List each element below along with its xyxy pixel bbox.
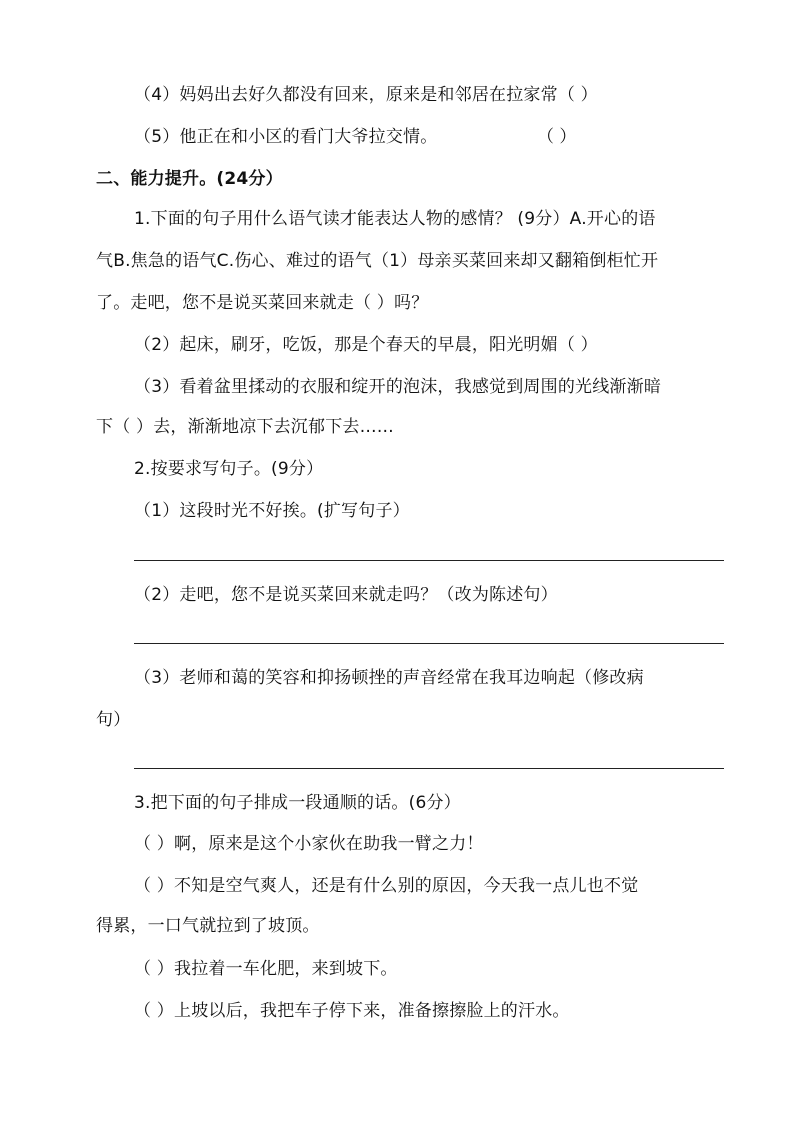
q3-sentence-2-line-1: （ ）不知是空气爽人，还是有什么别的原因，今天我一点儿也不觉: [134, 876, 639, 896]
q3-sentence-1: （ ）啊，原来是这个小家伙在助我一臂之力！: [134, 834, 484, 854]
section-2-heading: 二、能力提升。(24分）: [96, 169, 283, 189]
item-5: （5）他正在和小区的看门大爷拉交情。: [134, 127, 438, 147]
q1-line-3: 了。走吧，您不是说买菜回来就走（ ）吗？: [96, 293, 429, 313]
item-4: （4）妈妈出去好久都没有回来，原来是和邻居在拉家常（ ）: [134, 85, 598, 105]
q2-item-2: （2）走吧，您不是说买菜回来就走吗？（改为陈述句）: [134, 585, 558, 605]
q1-item-2: （2）起床，刷牙，吃饭，那是个春天的早晨，阳光明媚（ ）: [134, 335, 598, 355]
q2-item-3-line-2: 句）: [96, 710, 131, 730]
q3-sentence-2-line-2: 得累，一口气就拉到了坡顶。: [96, 916, 320, 936]
q1-item-3-line-1: （3）看着盆里揉动的衣服和绽开的泡沫，我感觉到周围的光线渐渐暗: [134, 377, 662, 397]
q1-item-3-line-2: 下（ ）去，渐渐地凉下去沉郁下去……: [96, 417, 395, 437]
q2-item-3-answer-line[interactable]: [134, 768, 724, 769]
q1-line-2: 气B.焦急的语气C.伤心、难过的语气（1）母亲买菜回来却又翻箱倒柜忙开: [96, 251, 659, 271]
q2-item-1: （1）这段时光不好挨。(扩写句子）: [134, 501, 410, 521]
q1-line-1: 1.下面的句子用什么语气读才能表达人物的感情？ (9分）A.开心的语: [134, 209, 656, 229]
item-5-answer-paren: （ ）: [537, 127, 577, 147]
q3-heading: 3.把下面的句子排成一段通顺的话。(6分）: [134, 793, 461, 813]
q3-sentence-4: （ ）上坡以后，我把车子停下来，准备擦擦脸上的汗水。: [134, 1001, 570, 1021]
q2-item-3-line-1: （3）老师和蔼的笑容和抑扬顿挫的声音经常在我耳边响起（修改病: [134, 668, 644, 688]
q2-item-1-answer-line[interactable]: [134, 560, 724, 561]
q2-heading: 2.按要求写句子。(9分）: [134, 459, 324, 479]
q2-item-2-answer-line[interactable]: [134, 643, 724, 644]
q3-sentence-3: （ ）我拉着一车化肥，来到坡下。: [134, 959, 398, 979]
